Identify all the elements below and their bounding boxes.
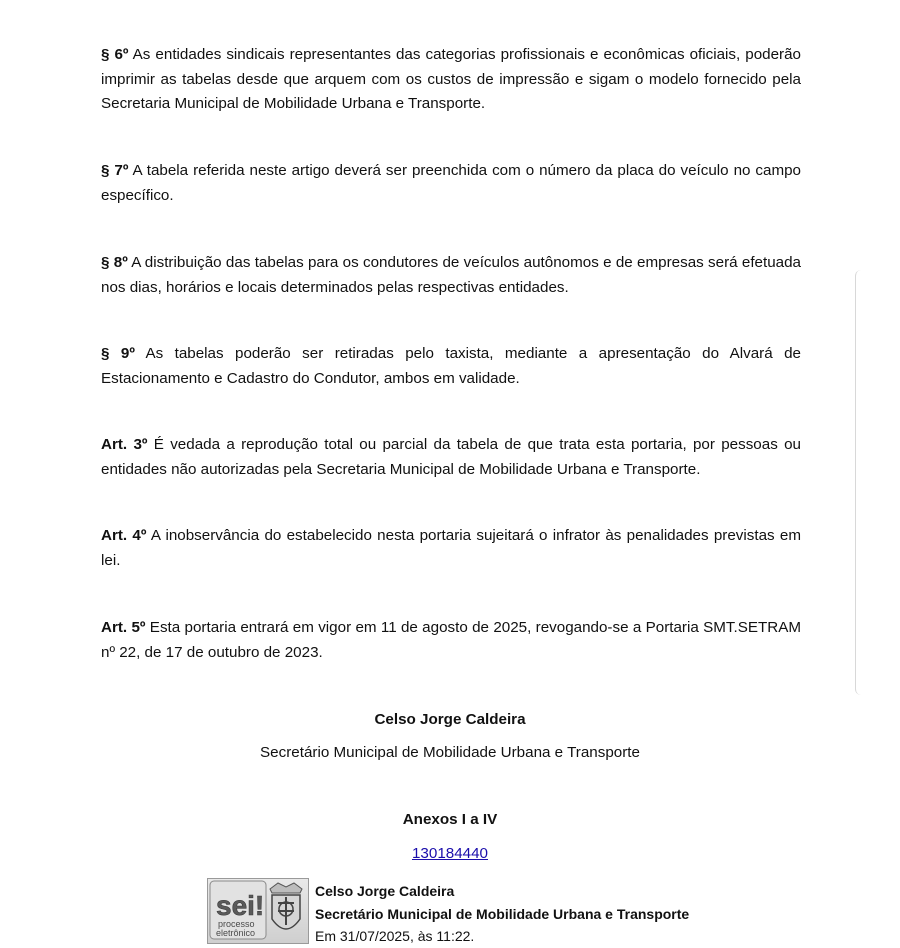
paragraph-label: § 6º <box>101 46 129 63</box>
sei-logo-subtext-2: eletrônico <box>216 928 256 938</box>
paragraph-label: § 7º <box>101 162 129 179</box>
paragraph-7 <box>101 159 801 208</box>
coat-of-arms-icon <box>270 883 302 929</box>
annexes-title: Anexos I a IV <box>402 811 498 828</box>
electronic-signature-block <box>315 880 689 948</box>
sei-logo-icon <box>208 879 308 943</box>
paragraph-text: As tabelas poderão ser retiradas pelo taxista, mediante a apresentação do Alvará de Estacionamento e Cadastro do Condutor, ambos em validade. <box>101 345 801 387</box>
signatory-role: Secretário Municipal de Mobilidade Urbana e Transporte <box>260 744 640 761</box>
paragraph-text: As entidades sindicais representantes das categorias profissionais e econômicas oficiais, poderão imprimir as tabelas desde que arquem com os custos de impressão e sigam o modelo fornecido pela Secretaria Municipal de Mobilidade Urbana e Transporte. <box>101 46 801 112</box>
paragraph-text: A distribuição das tabelas para os condutores de veículos autônomos e de empresas será efetuada nos dias, horários e locais determinados pelas respectivas entidades. <box>101 254 801 296</box>
article-text: Esta portaria entrará em vigor em 11 de agosto de 2025, revogando-se a Portaria SMT.SETRAM nº 22, de 17 de outubro de 2023. <box>101 619 802 661</box>
article-text: A inobservância do estabelecido nesta portaria sujeitará o infrator às penalidades previstas em lei. <box>101 527 801 569</box>
paragraph-6 <box>101 43 801 117</box>
paragraph-8 <box>101 251 801 300</box>
article-label: Art. 4º <box>101 527 147 544</box>
article-text: É vedada a reprodução total ou parcial da tabela de que trata esta portaria, por pessoas ou entidades não autorizadas pela Secretaria Municipal de Mobilidade Urbana e Transporte. <box>101 436 801 478</box>
annexes-link[interactable]: 130184440 <box>411 845 489 862</box>
sei-logo-text: sei! <box>216 890 265 921</box>
article-3 <box>101 433 801 482</box>
sei-logo-subtext-1: processo <box>218 919 255 929</box>
signatory-name: Celso Jorge Caldeira <box>374 711 526 728</box>
article-4 <box>101 524 801 573</box>
article-label: Art. 3º <box>101 436 148 453</box>
annexes-link-row <box>0 845 900 862</box>
electronic-signature-role: Secretário Municipal de Mobilidade Urbana e Transporte <box>315 905 690 922</box>
sei-seal <box>207 878 309 944</box>
electronic-signature-date: Em 31/07/2025, às 11:22. <box>315 928 475 944</box>
electronic-signature-name: Celso Jorge Caldeira <box>315 883 455 899</box>
article-label: Art. 5º <box>101 619 146 636</box>
paragraph-9 <box>101 342 801 391</box>
paragraph-label: § 9º <box>101 345 135 362</box>
paragraph-label: § 8º <box>101 254 128 271</box>
article-5 <box>101 616 801 665</box>
paragraph-text: A tabela referida neste artigo deverá ser preenchida com o número da placa do veículo no campo específico. <box>101 162 801 204</box>
scrollbar[interactable] <box>855 270 863 695</box>
